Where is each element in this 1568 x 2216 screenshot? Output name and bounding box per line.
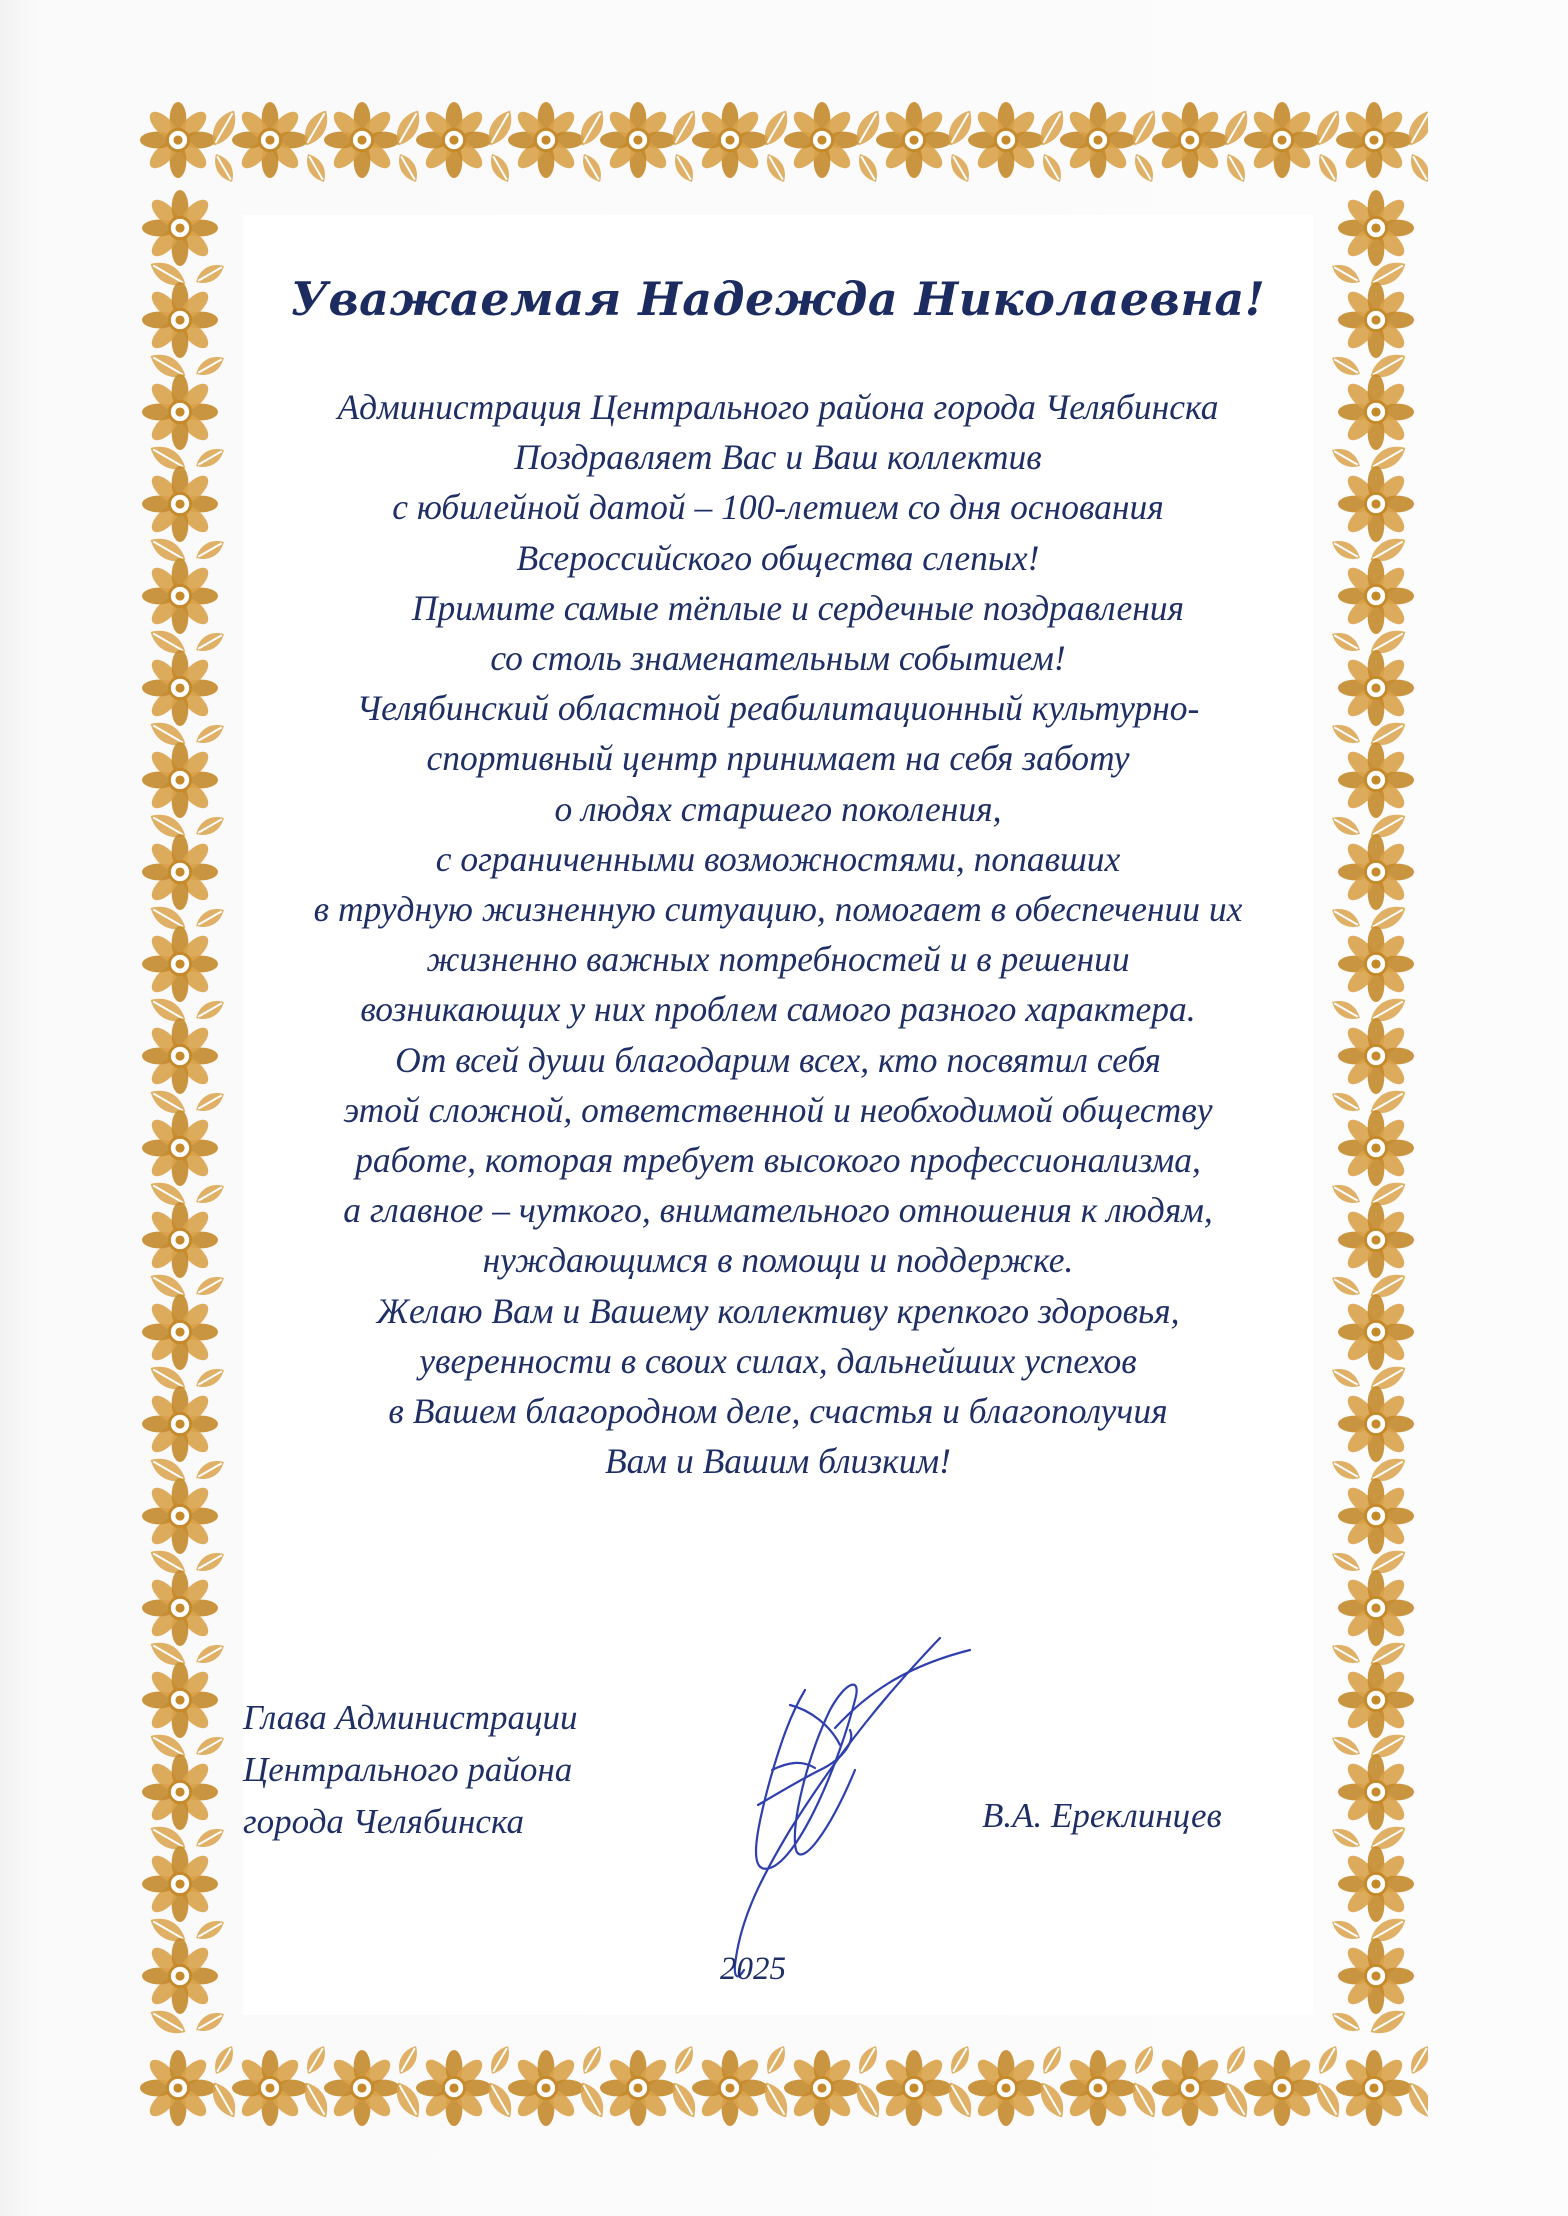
floral-motif: [142, 1294, 218, 1370]
leaf-motif: [1329, 352, 1364, 380]
floral-motif: [1338, 742, 1414, 818]
floral-motif: [876, 102, 952, 178]
leaf-motif: [762, 151, 790, 186]
letter-line: жизненно важных потребностей и в решении: [426, 939, 1130, 980]
leaf-motif: [1329, 1456, 1364, 1484]
letter-line: Всероссийского общества слепых!: [516, 537, 1040, 578]
floral-motif: [142, 650, 218, 726]
floral-motif: [140, 102, 216, 178]
leaf-motif: [946, 2043, 974, 2078]
letter-line: От всей души благодарим всех, кто посвятил себя: [395, 1039, 1161, 1080]
floral-motif: [968, 102, 1044, 178]
letter-line: со столь знаменательным событием!: [490, 638, 1066, 679]
leaf-motif: [1329, 444, 1364, 472]
floral-motif: [1338, 1846, 1414, 1922]
letter-line: Примите самые тёплые и сердечные поздравления: [411, 587, 1185, 628]
leaf-motif: [193, 1364, 228, 1392]
leaf-motif: [193, 1548, 228, 1576]
leaf-motif: [486, 2043, 514, 2078]
floral-motif: [142, 1938, 218, 2014]
leaf-motif: [193, 2008, 228, 2036]
leaf-motif: [1329, 260, 1364, 288]
floral-motif: [142, 374, 218, 450]
floral-motif: [692, 2050, 768, 2126]
floral-motif: [1338, 1386, 1414, 1462]
leaf-motif: [193, 1732, 228, 1760]
floral-motif: [142, 190, 218, 266]
leaf-motif: [193, 1180, 228, 1208]
floral-motif: [1338, 1202, 1414, 1278]
floral-motif: [1152, 102, 1228, 178]
signer-title-line: Центрального района: [243, 1750, 573, 1789]
leaf-motif: [302, 151, 330, 186]
leaf-motif: [193, 1456, 228, 1484]
leaf-motif: [762, 2043, 790, 2078]
floral-motif: [1338, 1570, 1414, 1646]
floral-motif: [1338, 466, 1414, 542]
leaf-motif: [1406, 2043, 1428, 2078]
leaf-motif: [670, 2043, 698, 2078]
floral-motif: [324, 102, 400, 178]
floral-motif: [1338, 1662, 1414, 1738]
floral-motif: [876, 2050, 952, 2126]
floral-motif: [508, 102, 584, 178]
floral-motif: [140, 2050, 216, 2126]
floral-motif: [784, 102, 860, 178]
leaf-motif: [854, 2043, 882, 2078]
leaf-motif: [193, 352, 228, 380]
floral-motif: [142, 1846, 218, 1922]
floral-motif: [142, 926, 218, 1002]
leaf-motif: [1329, 1364, 1364, 1392]
letter-line: с юбилейной датой – 100-летием со дня основания: [392, 487, 1164, 528]
floral-motif: [416, 102, 492, 178]
leaf-motif: [1314, 151, 1342, 186]
leaf-motif: [193, 1916, 228, 1944]
floral-motif: [1338, 1754, 1414, 1830]
floral-motif: [1336, 2050, 1412, 2126]
letter-line: Челябинский областной реабилитационный культурно-: [356, 688, 1200, 729]
signer-title-line: города Челябинска: [243, 1802, 524, 1841]
leaf-motif: [1329, 1180, 1364, 1208]
letter-body: [243, 240, 1313, 1486]
floral-motif: [1336, 102, 1412, 178]
floral-motif: [1338, 1110, 1414, 1186]
leaf-motif: [193, 628, 228, 656]
leaf-motif: [1329, 1732, 1364, 1760]
leaf-motif: [1038, 2043, 1066, 2078]
floral-motif: [968, 2050, 1044, 2126]
floral-motif: [1338, 1294, 1414, 1370]
letter-line: этой сложной, ответственной и необходимой обществу: [343, 1089, 1213, 1130]
leaf-motif: [394, 2043, 422, 2078]
floral-motif: [1060, 2050, 1136, 2126]
floral-motif: [1338, 834, 1414, 910]
letter-line: уверенности в своих силах, дальнейших успехов: [419, 1340, 1137, 1381]
floral-motif: [324, 2050, 400, 2126]
signer-name: В.А. Ереклинцев: [982, 1796, 1222, 1835]
floral-motif: [142, 834, 218, 910]
leaf-motif: [1130, 2043, 1158, 2078]
leaf-motif: [670, 151, 698, 186]
handwritten-signature-icon: [640, 1620, 1020, 2000]
leaf-motif: [1222, 151, 1250, 186]
leaf-motif: [486, 151, 514, 186]
floral-motif: [1338, 374, 1414, 450]
leaf-motif: [394, 151, 422, 186]
floral-motif: [600, 102, 676, 178]
floral-motif: [142, 282, 218, 358]
floral-motif: [142, 742, 218, 818]
letter-line: Администрация Центрального района города Челябинска: [337, 387, 1219, 427]
floral-motif: [1338, 190, 1414, 266]
leaf-motif: [193, 1824, 228, 1852]
floral-motif: [1244, 102, 1320, 178]
floral-motif: [142, 1018, 218, 1094]
leaf-motif: [210, 151, 238, 186]
letter-line: а главное – чуткого, внимательного отношения к людям,: [343, 1190, 1213, 1231]
leaf-motif: [946, 151, 974, 186]
leaf-motif: [210, 2043, 238, 2078]
leaf-motif: [1406, 151, 1428, 186]
floral-motif: [1338, 650, 1414, 726]
floral-motif: [1152, 2050, 1228, 2126]
floral-motif: [142, 558, 218, 634]
floral-motif: [142, 466, 218, 542]
floral-motif: [142, 1754, 218, 1830]
leaf-motif: [1038, 151, 1066, 186]
letter-line: в Вашем благородном деле, счастья и благополучия: [388, 1391, 1168, 1432]
letter-line: о людях старшего поколения,: [554, 788, 1002, 829]
leaf-motif: [1329, 1088, 1364, 1116]
letter-year: 2025: [720, 1951, 786, 1987]
letter-line: нуждающимся в помощи и поддержке.: [482, 1240, 1074, 1281]
floral-motif: [232, 102, 308, 178]
leaf-motif: [1329, 812, 1364, 840]
leaf-motif: [193, 260, 228, 288]
letter-line: возникающих у них проблем самого разного характера.: [360, 989, 1196, 1030]
floral-motif: [600, 2050, 676, 2126]
floral-motif: [1060, 102, 1136, 178]
leaf-motif: [1329, 2008, 1364, 2036]
leaf-motif: [193, 812, 228, 840]
leaf-motif: [578, 151, 606, 186]
floral-motif: [692, 102, 768, 178]
floral-motif: [1338, 1938, 1414, 2014]
leaf-motif: [1329, 1916, 1364, 1944]
leaf-motif: [578, 2043, 606, 2078]
leaf-motif: [193, 1088, 228, 1116]
floral-motif: [508, 2050, 584, 2126]
leaf-motif: [193, 444, 228, 472]
floral-motif: [1338, 282, 1414, 358]
letter-line: с ограниченными возможностями, попавших: [435, 838, 1121, 879]
leaf-motif: [1130, 151, 1158, 186]
floral-motif: [142, 1662, 218, 1738]
leaf-motif: [1329, 720, 1364, 748]
floral-motif: [142, 1478, 218, 1554]
leaf-motif: [1329, 1824, 1364, 1852]
leaf-motif: [1329, 1272, 1364, 1300]
leaf-motif: [1329, 628, 1364, 656]
leaf-motif: [1329, 1548, 1364, 1576]
letter-text: [243, 382, 1313, 1486]
floral-motif: [784, 2050, 860, 2126]
leaf-motif: [193, 1272, 228, 1300]
leaf-motif: [302, 2043, 330, 2078]
letter-line: Поздравляет Вас и Ваш коллектив: [514, 437, 1042, 478]
floral-motif: [142, 1110, 218, 1186]
letter-line: работе, которая требует высокого профессионализма,: [355, 1140, 1201, 1181]
leaf-motif: [1329, 996, 1364, 1024]
leaf-motif: [193, 720, 228, 748]
leaf-motif: [1329, 536, 1364, 564]
leaf-motif: [854, 151, 882, 186]
floral-motif: [142, 1570, 218, 1646]
leaf-motif: [193, 1640, 228, 1668]
floral-motif: [1244, 2050, 1320, 2126]
leaf-motif: [1329, 1640, 1364, 1668]
letter-line: Желаю Вам и Вашему коллективу крепкого здоровья,: [376, 1290, 1180, 1331]
floral-motif: [1338, 926, 1414, 1002]
floral-motif: [142, 1202, 218, 1278]
floral-motif: [232, 2050, 308, 2126]
floral-motif: [1338, 558, 1414, 634]
signer-title-line: Глава Администрации: [243, 1698, 578, 1737]
leaf-motif: [193, 536, 228, 564]
greeting-heading: Уважаемая Надежда Николаевна!: [290, 272, 1266, 326]
floral-motif: [416, 2050, 492, 2126]
letter-line: в трудную жизненную ситуацию, помогает в обеспечении их: [313, 889, 1243, 930]
letter-line: спортивный центр принимает на себя заботу: [426, 738, 1130, 779]
leaf-motif: [1314, 2043, 1342, 2078]
leaf-motif: [1222, 2043, 1250, 2078]
leaf-motif: [193, 904, 228, 932]
floral-motif: [1338, 1018, 1414, 1094]
leaf-motif: [193, 996, 228, 1024]
leaf-motif: [1329, 904, 1364, 932]
letter-line: Вам и Вашим близким!: [605, 1441, 951, 1482]
floral-motif: [1338, 1478, 1414, 1554]
floral-motif: [142, 1386, 218, 1462]
signer-title: [243, 1692, 578, 1848]
